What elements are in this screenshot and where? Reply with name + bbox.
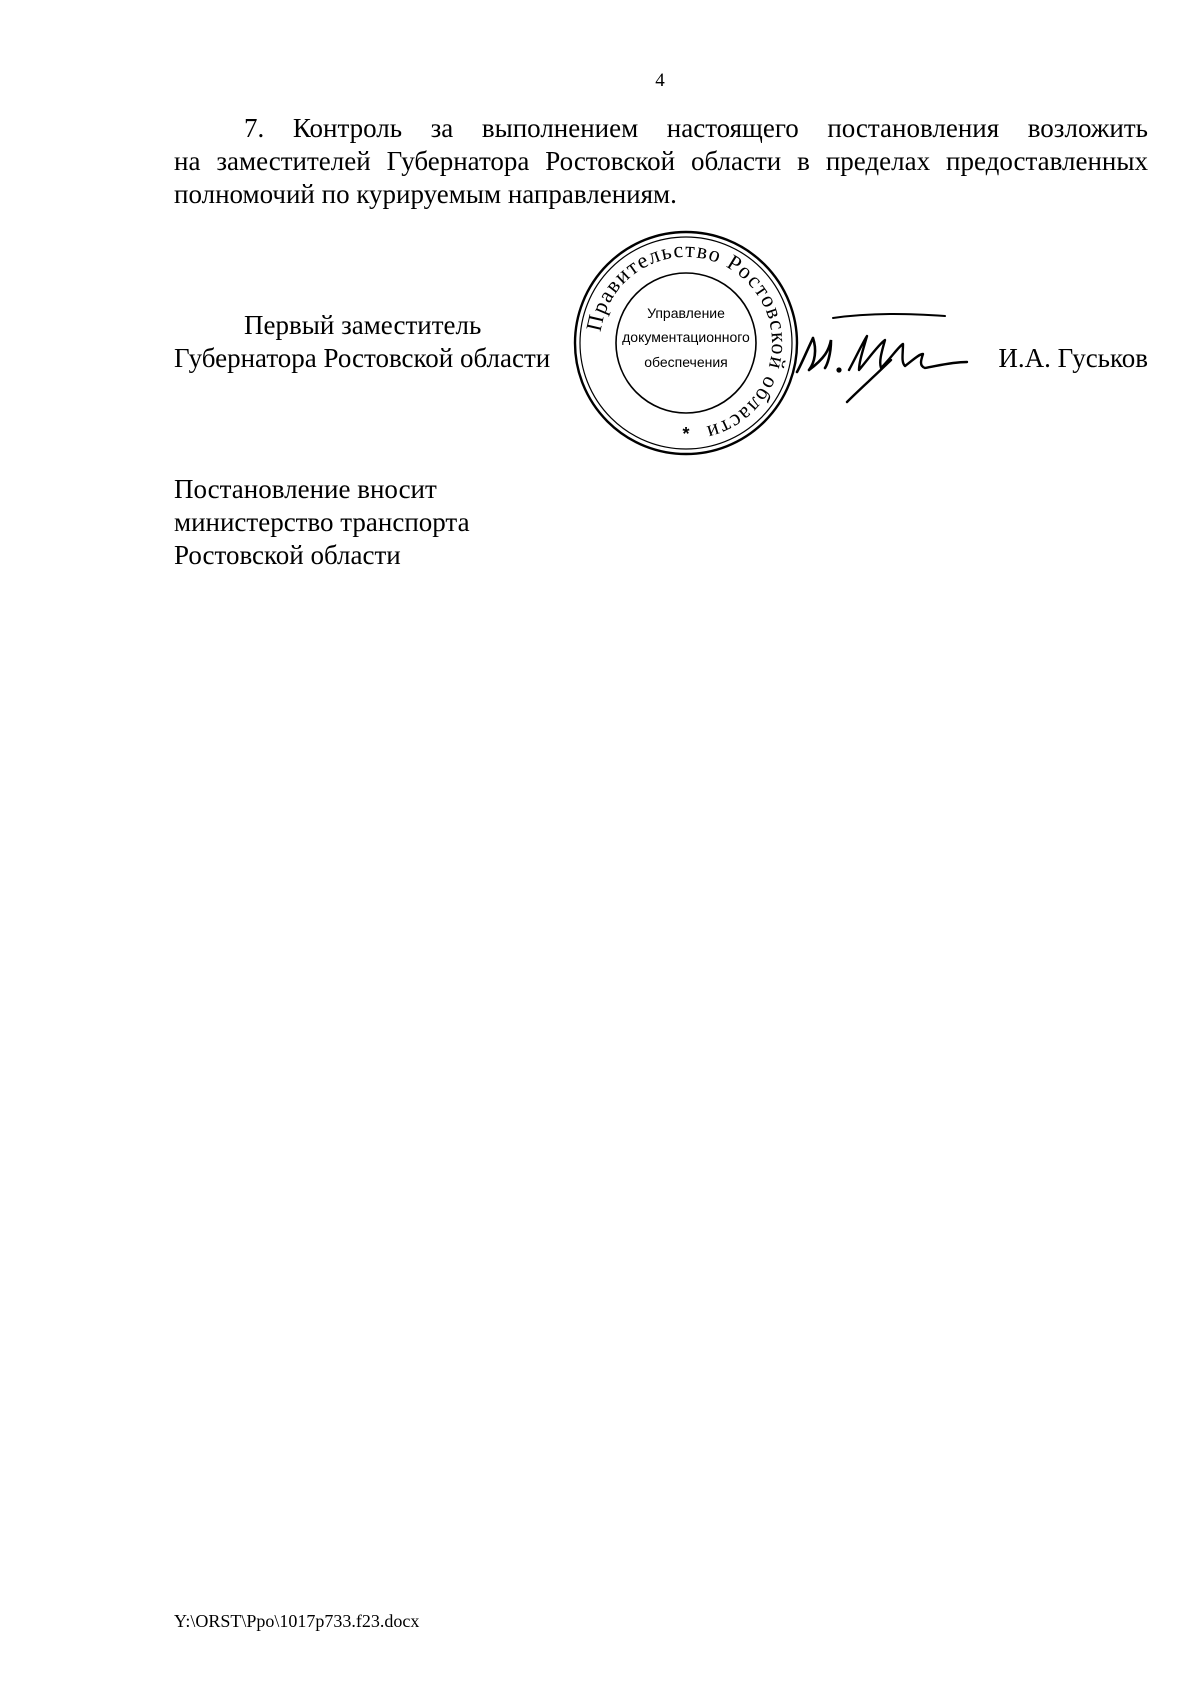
submitter-block	[174, 473, 470, 572]
stamp-center-line: документационного	[622, 329, 750, 345]
submitter-line: министерство транспорта	[174, 507, 470, 537]
submitter-line: Ростовской области	[174, 540, 401, 570]
stamp-star: *	[682, 424, 690, 444]
paragraph-line: 7. Контроль за выполнением настоящего постановления возложить	[244, 113, 1148, 143]
submitter-line: Постановление вносит	[174, 474, 437, 504]
page-number: 4	[655, 70, 665, 91]
signatory-title-line: Первый заместитель	[244, 310, 482, 340]
stamp-center-line: обеспечения	[644, 354, 728, 370]
stamp-center-line: Управление	[647, 305, 725, 321]
footer-file-path: Y:\ORST\Ppo\1017p733.f23.docx	[174, 1611, 420, 1631]
paragraph-line: полномочий по курируемым направлениям.	[174, 179, 677, 209]
paragraph-line: на заместителей Губернатора Ростовской области в пределах предоставленных	[174, 146, 1148, 176]
signer-name: И.А. Гуськов	[998, 343, 1148, 373]
signatory-title-line: Губернатора Ростовской области	[174, 343, 551, 373]
resolution-paragraph	[174, 112, 1148, 211]
stamp-ring-textpath: Правительство Ростовской области	[580, 236, 793, 447]
